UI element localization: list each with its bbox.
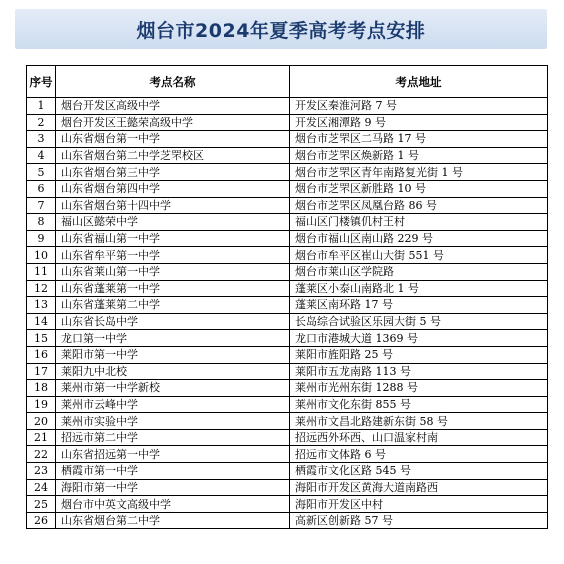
cell-no: 10 [27, 247, 56, 264]
cell-address: 烟台市牟平区崔山大街 551 号 [290, 247, 548, 264]
cell-name: 山东省烟台第一中学 [56, 131, 290, 148]
table-row [27, 479, 548, 496]
cell-address: 招远市文体路 6 号 [290, 446, 548, 463]
table-row [27, 280, 548, 297]
cell-name: 山东省长岛中学 [56, 313, 290, 330]
cell-no: 18 [27, 380, 56, 397]
cell-no: 14 [27, 313, 56, 330]
cell-no: 1 [27, 98, 56, 115]
cell-address: 莱州市光州东街 1288 号 [290, 380, 548, 397]
cell-no: 3 [27, 131, 56, 148]
cell-address: 蓬莱区南环路 17 号 [290, 297, 548, 314]
cell-no: 17 [27, 363, 56, 380]
cell-name: 山东省烟台第四中学 [56, 180, 290, 197]
cell-name: 烟台开发区王懿荣高级中学 [56, 114, 290, 131]
cell-no: 23 [27, 463, 56, 480]
cell-no: 13 [27, 297, 56, 314]
cell-no: 11 [27, 263, 56, 280]
cell-name: 栖霞市第一中学 [56, 463, 290, 480]
exam-site-table-container [26, 65, 547, 529]
cell-name: 烟台开发区高级中学 [56, 98, 290, 115]
table-row [27, 330, 548, 347]
table-row [27, 413, 548, 430]
cell-name: 福山区懿荣中学 [56, 214, 290, 231]
cell-name: 山东省牟平第一中学 [56, 247, 290, 264]
cell-name: 山东省福山第一中学 [56, 230, 290, 247]
table-row [27, 263, 548, 280]
header-address: 考点地址 [290, 66, 548, 98]
table-row [27, 396, 548, 413]
cell-no: 22 [27, 446, 56, 463]
table-row [27, 446, 548, 463]
cell-address: 海阳市开发区黄海大道南路西 [290, 479, 548, 496]
cell-address: 蓬莱区小泰山南路北 1 号 [290, 280, 548, 297]
cell-no: 12 [27, 280, 56, 297]
cell-no: 9 [27, 230, 56, 247]
cell-no: 6 [27, 180, 56, 197]
cell-no: 8 [27, 214, 56, 231]
table-row [27, 98, 548, 115]
table-row [27, 164, 548, 181]
cell-address: 海阳市开发区中村 [290, 496, 548, 513]
cell-no: 15 [27, 330, 56, 347]
cell-name: 海阳市第一中学 [56, 479, 290, 496]
cell-name: 山东省莱山第一中学 [56, 263, 290, 280]
table-row [27, 197, 548, 214]
cell-address: 招远西外环西、山口温家村南 [290, 429, 548, 446]
cell-name: 山东省烟台第十四中学 [56, 197, 290, 214]
table-row [27, 131, 548, 148]
cell-name: 招远市第二中学 [56, 429, 290, 446]
cell-address: 莱州市文昌北路建新东街 58 号 [290, 413, 548, 430]
cell-name: 烟台市中英文高级中学 [56, 496, 290, 513]
cell-no: 26 [27, 512, 56, 529]
table-body [27, 98, 548, 529]
table-row [27, 429, 548, 446]
cell-name: 山东省蓬莱第一中学 [56, 280, 290, 297]
header-name: 考点名称 [56, 66, 290, 98]
cell-address: 开发区秦淮河路 7 号 [290, 98, 548, 115]
cell-no: 25 [27, 496, 56, 513]
cell-address: 福山区门楼镇仉村王村 [290, 214, 548, 231]
cell-address: 烟台市莱山区学院路 [290, 263, 548, 280]
cell-address: 长岛综合试验区乐园大街 5 号 [290, 313, 548, 330]
table-row [27, 230, 548, 247]
table-row [27, 114, 548, 131]
table-row [27, 363, 548, 380]
cell-address: 龙口市港城大道 1369 号 [290, 330, 548, 347]
cell-address: 开发区湘潭路 9 号 [290, 114, 548, 131]
cell-no: 19 [27, 396, 56, 413]
cell-address: 烟台市芝罘区凤凰台路 86 号 [290, 197, 548, 214]
cell-address: 烟台市芝罘区二马路 17 号 [290, 131, 548, 148]
exam-site-table [26, 65, 548, 529]
cell-name: 山东省烟台第二中学芝罘校区 [56, 147, 290, 164]
table-row [27, 214, 548, 231]
cell-no: 16 [27, 346, 56, 363]
cell-name: 龙口第一中学 [56, 330, 290, 347]
table-row [27, 297, 548, 314]
table-row [27, 380, 548, 397]
table-row [27, 180, 548, 197]
cell-address: 栖霞市文化区路 545 号 [290, 463, 548, 480]
cell-name: 山东省烟台第二中学 [56, 512, 290, 529]
table-row [27, 247, 548, 264]
cell-no: 5 [27, 164, 56, 181]
table-header-row [27, 66, 548, 98]
cell-address: 烟台市芝罘区焕新路 1 号 [290, 147, 548, 164]
cell-name: 山东省蓬莱第二中学 [56, 297, 290, 314]
cell-no: 24 [27, 479, 56, 496]
cell-name: 山东省招远第一中学 [56, 446, 290, 463]
cell-name: 莱州市云峰中学 [56, 396, 290, 413]
table-row [27, 463, 548, 480]
cell-no: 20 [27, 413, 56, 430]
table-row [27, 147, 548, 164]
cell-address: 高新区创新路 57 号 [290, 512, 548, 529]
page-title: 烟台市2024年夏季高考考点安排 [136, 19, 426, 42]
table-row [27, 512, 548, 529]
title-banner [15, 9, 547, 49]
cell-name: 山东省烟台第三中学 [56, 164, 290, 181]
table-header [27, 66, 548, 98]
cell-name: 莱阳市第一中学 [56, 346, 290, 363]
cell-no: 4 [27, 147, 56, 164]
cell-address: 烟台市芝罘区新胜路 10 号 [290, 180, 548, 197]
cell-no: 2 [27, 114, 56, 131]
table-row [27, 496, 548, 513]
cell-name: 莱州市第一中学新校 [56, 380, 290, 397]
cell-address: 莱阳市五龙南路 113 号 [290, 363, 548, 380]
cell-name: 莱阳九中北校 [56, 363, 290, 380]
cell-address: 烟台市福山区南山路 229 号 [290, 230, 548, 247]
header-no: 序号 [27, 66, 56, 98]
cell-address: 莱阳市旌阳路 25 号 [290, 346, 548, 363]
cell-address: 烟台市芝罘区青年南路复光街 1 号 [290, 164, 548, 181]
table-row [27, 346, 548, 363]
cell-address: 莱州市文化东街 855 号 [290, 396, 548, 413]
cell-no: 21 [27, 429, 56, 446]
table-row [27, 313, 548, 330]
cell-no: 7 [27, 197, 56, 214]
cell-name: 莱州市实验中学 [56, 413, 290, 430]
